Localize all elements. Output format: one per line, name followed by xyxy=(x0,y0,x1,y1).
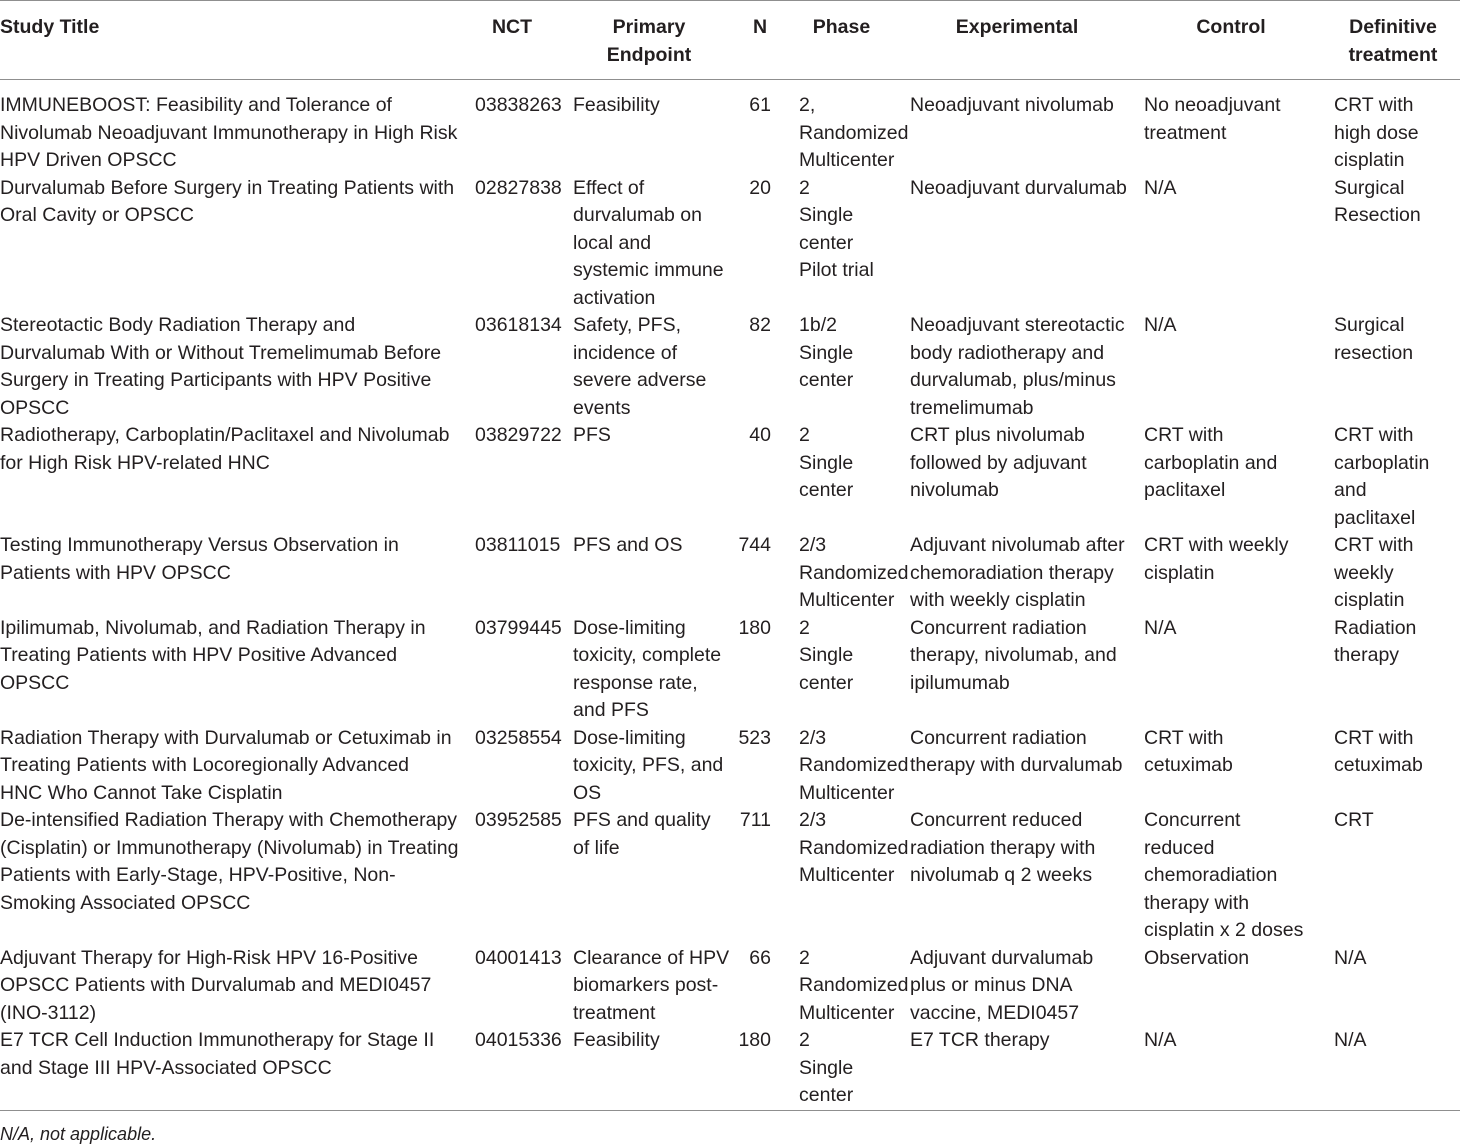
table-row xyxy=(0,1027,1460,1110)
cell-text: Stereotactic Body Radiation Therapy and xyxy=(0,314,356,336)
cell-text: Radiation xyxy=(1334,616,1417,639)
cell-text: followed by adjuvant xyxy=(910,451,1087,474)
cell-text: Clearance of HPV xyxy=(573,946,730,969)
cell-text: treatment xyxy=(1144,121,1227,144)
cell-nct xyxy=(461,1027,563,1110)
cell-text: therapy xyxy=(1334,644,1400,666)
cell-text: N/A xyxy=(1144,176,1177,199)
cell-text: center xyxy=(799,479,854,501)
cell-text: Safety, PFS, xyxy=(573,314,682,336)
cell-text: CRT with xyxy=(1144,424,1224,446)
cell-endpoint xyxy=(563,175,735,313)
cell-text: Multicenter xyxy=(799,781,895,804)
cell-text: paclitaxel xyxy=(1144,479,1226,501)
cell-title xyxy=(0,422,461,532)
cell-experimental xyxy=(898,532,1136,615)
cell-text: severe adverse xyxy=(573,369,707,391)
cell-text: 1b/2 xyxy=(799,314,837,336)
cell-text: Nivolumab Neoadjuvant Immunotherapy in High Risk xyxy=(0,121,458,144)
cell-n xyxy=(735,175,785,313)
cell-text: Single xyxy=(799,451,854,474)
cell-text: Smoking Associated OPSCC xyxy=(0,891,251,914)
cell-text: chemoradiation therapy xyxy=(910,561,1114,584)
cell-title xyxy=(0,725,461,808)
cell-n xyxy=(735,615,785,725)
cell-text: 2/3 xyxy=(799,726,827,749)
cell-text: CRT with xyxy=(1334,424,1414,446)
cell-text: radiation therapy with xyxy=(910,836,1096,859)
cell-endpoint xyxy=(563,725,735,808)
cell-text: 03799445 xyxy=(475,616,562,639)
cell-text: 03838263 xyxy=(475,94,562,116)
cell-text: Surgical xyxy=(1334,176,1405,199)
cell-definitive xyxy=(1326,80,1460,175)
cell-text: Radiation Therapy with Durvalumab or Cetuximab in xyxy=(0,726,452,749)
cell-experimental xyxy=(898,807,1136,945)
cell-text: 04015336 xyxy=(475,1029,562,1051)
cell-text: N/A xyxy=(1334,1029,1367,1051)
cell-text: for High Risk HPV-related HNC xyxy=(0,451,270,474)
cell-nct xyxy=(461,312,563,422)
cell-phase xyxy=(785,422,898,532)
table-body xyxy=(0,80,1460,1111)
cell-nct xyxy=(461,807,563,945)
cell-title xyxy=(0,80,461,175)
cell-text: Multicenter xyxy=(799,1001,895,1024)
cell-text: 2, xyxy=(799,94,816,116)
cell-phase xyxy=(785,807,909,945)
cell-phase xyxy=(785,80,909,175)
cell-text: 2/3 xyxy=(799,809,827,831)
column-header-experimental xyxy=(898,1,1136,80)
cell-text: 20 xyxy=(749,176,771,199)
cell-text: resection xyxy=(1334,341,1414,364)
cell-text: 2 xyxy=(799,946,810,969)
cell-text: Concurrent radiation xyxy=(910,726,1087,749)
cell-control xyxy=(1136,807,1326,945)
cell-text: treatment xyxy=(573,1001,656,1024)
cell-text: Oral Cavity or OPSCC xyxy=(0,204,194,226)
cell-endpoint xyxy=(563,1027,735,1110)
header-text: Phase xyxy=(812,16,871,38)
column-header-control xyxy=(1136,1,1326,80)
cell-text: Single xyxy=(799,341,854,364)
cell-control xyxy=(1136,312,1326,422)
cell-text: PFS and OS xyxy=(573,534,683,556)
table-row xyxy=(0,615,1460,725)
cell-text: (INO-3112) xyxy=(0,1001,97,1024)
column-header-phase xyxy=(785,1,898,80)
cell-text: 2 xyxy=(799,424,810,446)
cell-text: cetuximab xyxy=(1334,754,1423,776)
cell-text: and xyxy=(1334,479,1367,501)
cell-text: Patients with Early-Stage, HPV-Positive, Non- xyxy=(0,864,396,886)
header-text: N xyxy=(752,16,768,38)
cell-text: center xyxy=(799,671,854,694)
cell-experimental xyxy=(898,1027,1136,1110)
cell-control xyxy=(1136,175,1326,313)
cell-text: durvalumab, plus/minus xyxy=(910,369,1116,391)
table-row xyxy=(0,725,1460,808)
cell-text: Dose-limiting xyxy=(573,726,686,749)
cell-title xyxy=(0,1027,461,1110)
cell-text: 03618134 xyxy=(475,314,562,336)
cell-title xyxy=(0,807,461,945)
cell-text: 82 xyxy=(749,314,771,336)
cell-n xyxy=(735,532,785,615)
cell-text: therapy, nivolumab, and xyxy=(910,644,1117,666)
table-row xyxy=(0,945,1460,1028)
cell-control xyxy=(1136,422,1326,532)
cell-text: Adjuvant Therapy for High-Risk HPV 16-Positive xyxy=(0,946,418,969)
cell-text: 2/3 xyxy=(799,534,827,556)
cell-nct xyxy=(461,532,563,615)
cell-phase xyxy=(785,1027,898,1110)
cell-endpoint xyxy=(563,422,735,532)
cell-phase xyxy=(785,945,909,1028)
cell-text: Surgical xyxy=(1334,314,1405,336)
cell-text: therapy with durvalumab xyxy=(910,754,1123,776)
cell-text: CRT with xyxy=(1144,726,1224,749)
cell-text: tremelimumab xyxy=(910,396,1034,419)
header-text: treatment xyxy=(1348,43,1438,66)
cell-text: Neoadjuvant durvalumab xyxy=(910,176,1127,199)
cell-text: CRT plus nivolumab xyxy=(910,424,1085,446)
cell-text: Durvalumab With or Without Tremelimumab Before xyxy=(0,341,442,364)
cell-text: 744 xyxy=(738,534,771,556)
cell-text: biomarkers post- xyxy=(573,974,719,996)
cell-text: toxicity, PFS, and xyxy=(573,754,724,776)
cell-text: nivolumab xyxy=(910,479,999,501)
cell-text: 2 xyxy=(799,176,810,199)
cell-definitive xyxy=(1326,615,1460,725)
cell-endpoint xyxy=(563,312,735,422)
cell-experimental xyxy=(898,725,1136,808)
header-text: NCT xyxy=(491,16,533,38)
cell-text: Concurrent xyxy=(1144,809,1241,831)
cell-phase xyxy=(785,312,898,422)
cell-title xyxy=(0,532,461,615)
cell-text: Durvalumab Before Surgery in Treating Patients with xyxy=(0,176,455,199)
cell-n xyxy=(735,725,785,808)
cell-text: 66 xyxy=(749,946,771,969)
table-row xyxy=(0,532,1460,615)
cell-n xyxy=(735,80,785,175)
cell-definitive xyxy=(1326,1027,1460,1110)
cell-text: Concurrent reduced xyxy=(910,809,1083,831)
cell-text: 180 xyxy=(738,616,771,639)
header-text: Endpoint xyxy=(606,43,692,66)
cell-text: OPSCC xyxy=(0,671,70,694)
cell-text: CRT with xyxy=(1334,726,1414,749)
cell-text: OPSCC Patients with Durvalumab and MEDI0457 xyxy=(0,974,432,996)
cell-text: 03829722 xyxy=(475,424,562,446)
cell-text: plus or minus DNA xyxy=(910,974,1073,996)
cell-nct xyxy=(461,80,563,175)
cell-text: OS xyxy=(573,781,602,804)
cell-text: vaccine, MEDI0457 xyxy=(910,1001,1080,1024)
cell-experimental xyxy=(898,615,1136,725)
cell-text: chemoradiation xyxy=(1144,864,1278,886)
cell-text: PFS xyxy=(573,424,611,446)
cell-text: CRT xyxy=(1334,809,1374,831)
cell-text: Radiotherapy, Carboplatin/Paclitaxel and Nivolumab xyxy=(0,424,450,446)
cell-nct xyxy=(461,175,563,313)
cell-endpoint xyxy=(563,80,735,175)
cell-text: IMMUNEBOOST: Feasibility and Tolerance of xyxy=(0,94,392,116)
table-row xyxy=(0,312,1460,422)
header-text: Definitive xyxy=(1349,16,1437,38)
cell-experimental xyxy=(898,175,1136,313)
column-header-definitive xyxy=(1326,1,1460,80)
cell-title xyxy=(0,615,461,725)
cell-experimental xyxy=(898,312,1136,422)
cell-control xyxy=(1136,80,1326,175)
cell-nct xyxy=(461,945,563,1028)
cell-text: cetuximab xyxy=(1144,754,1233,776)
cell-text: Single xyxy=(799,1056,854,1079)
cell-text: Observation xyxy=(1144,946,1250,969)
table-footnote: N/A, not applicable. xyxy=(0,1124,157,1144)
cell-definitive xyxy=(1326,807,1460,945)
cell-text: Adjuvant durvalumab xyxy=(910,946,1094,969)
cell-text: Pilot trial xyxy=(799,259,874,281)
cell-title xyxy=(0,175,461,313)
cell-text: 2 xyxy=(799,1029,810,1051)
cell-text: high dose xyxy=(1334,121,1419,144)
cell-text: E7 TCR Cell Induction Immunotherapy for Stage II xyxy=(0,1029,435,1051)
cell-text: nivolumab q 2 weeks xyxy=(910,864,1093,886)
cell-text: Multicenter xyxy=(799,149,895,171)
cell-text: durvalumab on xyxy=(573,204,702,226)
cell-phase xyxy=(785,615,898,725)
cell-text: Surgery in Treating Participants with HPV Positive xyxy=(0,369,432,391)
table-header-row xyxy=(0,1,1460,80)
cell-text: 180 xyxy=(738,1029,771,1051)
cell-text: center xyxy=(799,369,854,391)
cell-definitive xyxy=(1326,422,1460,532)
cell-endpoint xyxy=(563,532,735,615)
header-text: Primary xyxy=(612,16,686,38)
cell-control xyxy=(1136,945,1326,1028)
cell-phase xyxy=(785,532,909,615)
cell-n xyxy=(735,312,785,422)
cell-text: toxicity, complete xyxy=(573,644,722,666)
table-row xyxy=(0,422,1460,532)
cell-text: cisplatin xyxy=(1144,561,1215,584)
cell-text: CRT with xyxy=(1334,534,1414,556)
table-row xyxy=(0,80,1460,175)
cell-text: and PFS xyxy=(573,699,649,721)
cell-text: response rate, xyxy=(573,671,698,694)
cell-text: and Stage III HPV-Associated OPSCC xyxy=(0,1056,332,1079)
cell-text: N/A xyxy=(1144,314,1177,336)
cell-text: 04001413 xyxy=(475,946,562,969)
cell-definitive xyxy=(1326,175,1460,313)
cell-text: 711 xyxy=(739,809,771,831)
header-text: Control xyxy=(1196,16,1266,38)
column-header-nct xyxy=(461,1,563,80)
cell-text: reduced xyxy=(1144,836,1215,859)
cell-endpoint xyxy=(563,945,735,1028)
cell-text: Randomized xyxy=(799,836,909,859)
cell-n xyxy=(735,945,785,1028)
cell-text: Neoadjuvant stereotactic xyxy=(910,314,1125,336)
column-header-title xyxy=(0,1,461,80)
cell-n xyxy=(735,1027,785,1110)
header-text: Experimental xyxy=(955,16,1079,38)
cell-text: Adjuvant nivolumab after xyxy=(910,534,1125,556)
cell-text: events xyxy=(573,396,631,419)
cell-experimental xyxy=(898,422,1136,532)
cell-text: PFS and quality xyxy=(573,809,711,831)
cell-text: Feasibility xyxy=(573,94,660,116)
cell-text: body radiotherapy and xyxy=(910,341,1105,364)
cell-text: Effect of xyxy=(573,176,645,199)
cell-text: activation xyxy=(573,286,656,309)
cell-text: Randomized xyxy=(799,121,909,144)
cell-phase xyxy=(785,175,898,313)
cell-control xyxy=(1136,532,1326,615)
cell-nct xyxy=(461,615,563,725)
cell-text: of life xyxy=(573,836,620,859)
cell-text: Resection xyxy=(1334,204,1421,226)
cell-text: cisplatin x 2 doses xyxy=(1144,919,1304,941)
cell-text: cisplatin xyxy=(1334,589,1405,611)
cell-text: 2 xyxy=(799,616,810,639)
cell-text: Concurrent radiation xyxy=(910,616,1087,639)
cell-text: HNC Who Cannot Take Cisplatin xyxy=(0,781,283,804)
cell-text: therapy with xyxy=(1144,891,1250,914)
cell-text: OPSCC xyxy=(0,396,70,419)
cell-text: Single xyxy=(799,644,854,666)
cell-text: Ipilimumab, Nivolumab, and Radiation Therapy in xyxy=(0,616,426,639)
cell-definitive xyxy=(1326,945,1460,1028)
cell-text: center xyxy=(799,231,854,254)
cell-text: Randomized xyxy=(799,754,909,776)
cell-text: N/A xyxy=(1144,616,1177,639)
cell-definitive xyxy=(1326,725,1460,808)
cell-text: E7 TCR therapy xyxy=(910,1029,1050,1051)
cell-definitive xyxy=(1326,532,1460,615)
cell-text: Treating Patients with HPV Positive Advanced xyxy=(0,644,398,666)
cell-text: Multicenter xyxy=(799,864,895,886)
cell-text: 61 xyxy=(749,94,771,116)
cell-endpoint xyxy=(563,615,735,725)
cell-text: 03258554 xyxy=(475,726,562,749)
cell-text: weekly xyxy=(1334,561,1394,584)
column-header-endpoint xyxy=(563,1,735,80)
cell-control xyxy=(1136,615,1326,725)
cell-text: paclitaxel xyxy=(1334,506,1416,529)
cell-text: Randomized xyxy=(799,974,909,996)
cell-text: Multicenter xyxy=(799,589,895,611)
cell-text: N/A xyxy=(1144,1029,1177,1051)
cell-text: ipilumumab xyxy=(910,671,1010,694)
cell-text: local and xyxy=(573,231,652,254)
cell-text: Randomized xyxy=(799,561,909,584)
cell-definitive xyxy=(1326,312,1460,422)
cell-text: Feasibility xyxy=(573,1029,660,1051)
cell-text: 40 xyxy=(749,424,771,446)
cell-control xyxy=(1136,725,1326,808)
cell-text: Dose-limiting xyxy=(573,616,686,639)
cell-text: CRT with xyxy=(1334,94,1414,116)
cell-text: No neoadjuvant xyxy=(1144,94,1281,116)
cell-text: N/A xyxy=(1334,946,1367,969)
cell-text: 03952585 xyxy=(475,809,562,831)
column-header-n xyxy=(735,1,785,80)
cell-n xyxy=(735,807,785,945)
cell-experimental xyxy=(898,945,1136,1028)
cell-text: Testing Immunotherapy Versus Observation in xyxy=(0,534,399,556)
cell-text: 03811015 xyxy=(475,534,561,556)
cell-title xyxy=(0,312,461,422)
cell-phase xyxy=(785,725,909,808)
cell-text: cisplatin xyxy=(1334,149,1405,171)
cell-title xyxy=(0,945,461,1028)
cell-text: center xyxy=(799,1084,854,1106)
cell-text: (Cisplatin) or Immunotherapy (Nivolumab) in Treating xyxy=(0,836,459,859)
cell-text: carboplatin xyxy=(1334,451,1430,474)
cell-text: Treating Patients with Locoregionally Advanced xyxy=(0,754,410,776)
cell-text: systemic immune xyxy=(573,259,724,281)
cell-text: 02827838 xyxy=(475,176,562,199)
cell-text: carboplatin and xyxy=(1144,451,1278,474)
cell-text: Patients with HPV OPSCC xyxy=(0,561,231,584)
cell-nct xyxy=(461,422,563,532)
cell-nct xyxy=(461,725,563,808)
cell-text: De-intensified Radiation Therapy with Chemotherapy xyxy=(0,809,458,831)
cell-text: incidence of xyxy=(573,341,678,364)
cell-text: HPV Driven OPSCC xyxy=(0,149,177,171)
table-row xyxy=(0,175,1460,313)
cell-text: Neoadjuvant nivolumab xyxy=(910,94,1114,116)
cell-text: with weekly cisplatin xyxy=(910,589,1086,611)
cell-text: CRT with weekly xyxy=(1144,534,1289,556)
cell-text: 523 xyxy=(738,726,771,749)
cell-control xyxy=(1136,1027,1326,1110)
cell-text: Single xyxy=(799,204,854,226)
cell-n xyxy=(735,422,785,532)
cell-endpoint xyxy=(563,807,735,945)
cell-experimental xyxy=(898,80,1136,175)
table-row xyxy=(0,807,1460,945)
header-text: Study Title xyxy=(0,16,100,38)
